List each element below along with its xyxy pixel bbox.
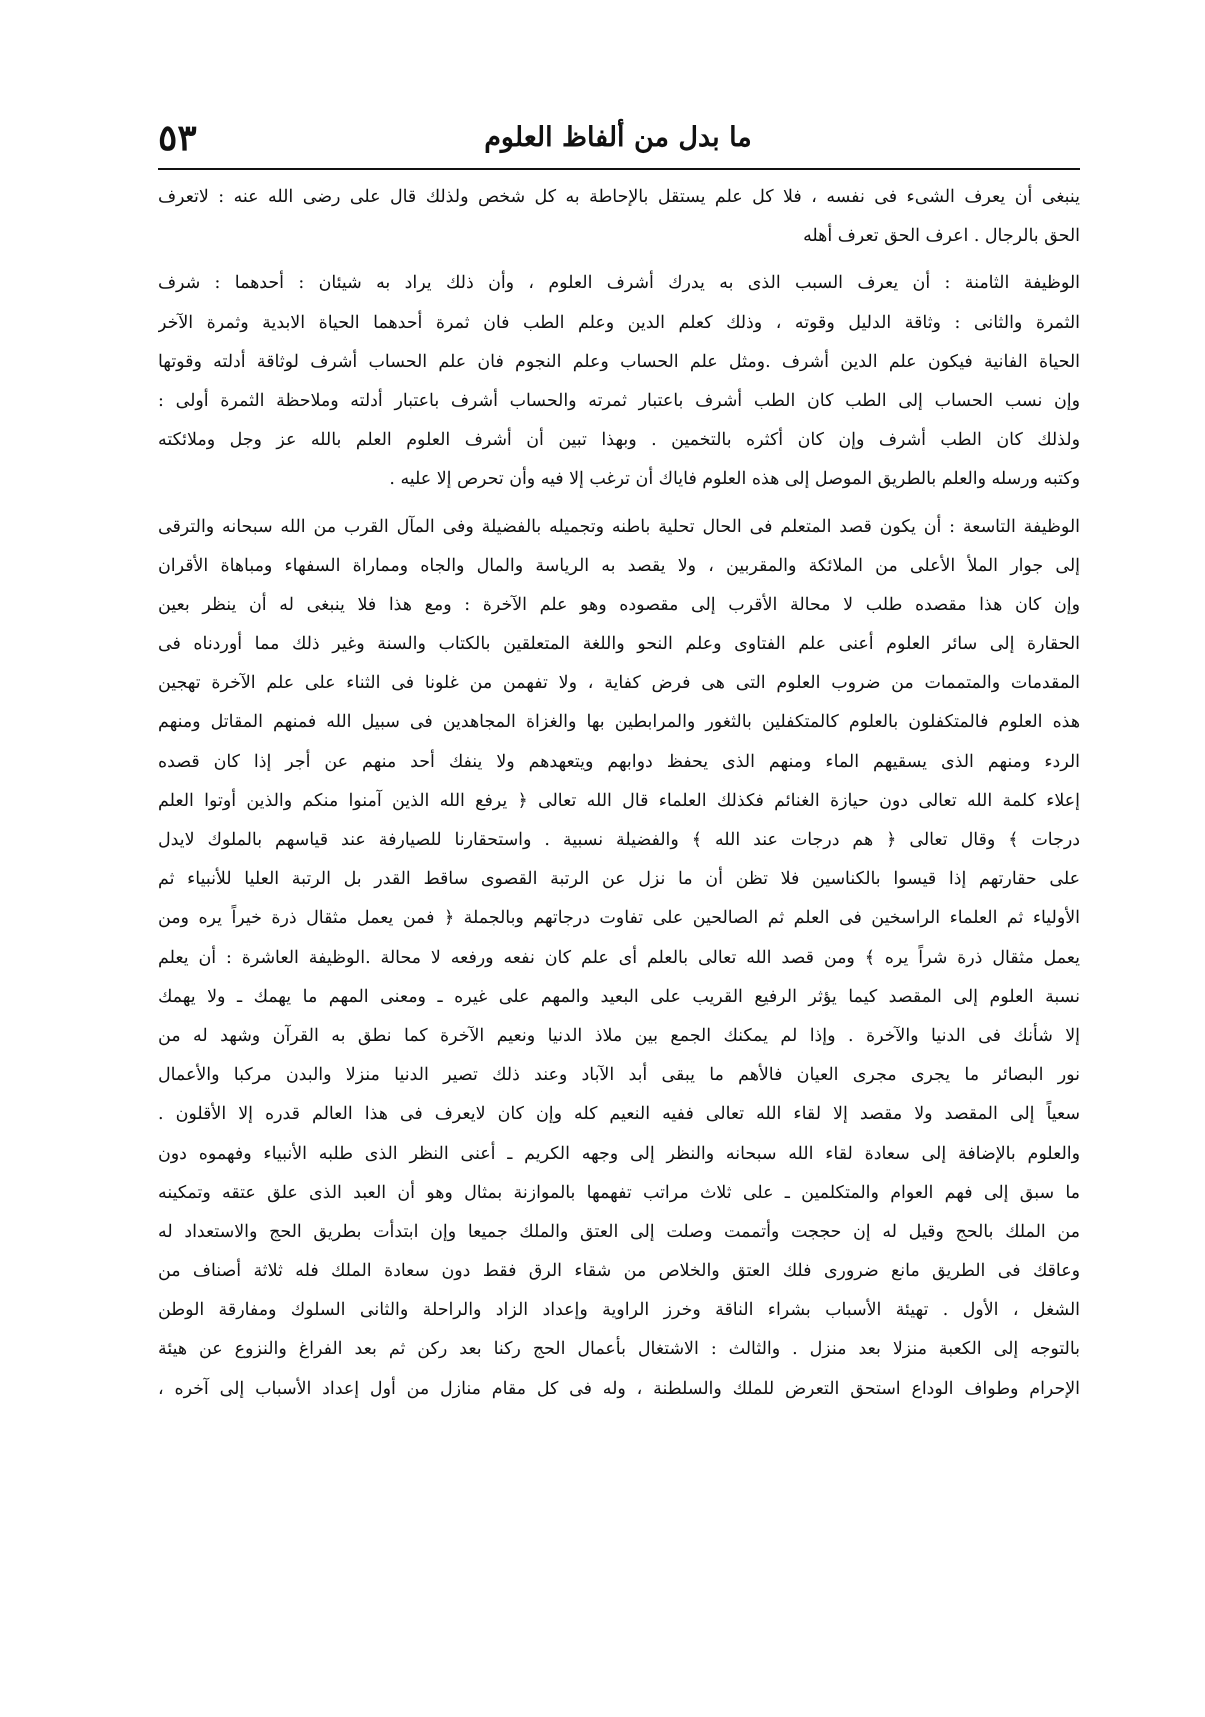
page-number: ٥٣ bbox=[158, 117, 197, 159]
text-line: إلى جوار الملأ الأعلى من الملائكة والمقربين ، ولا يقصد به الرياسة والمال والجاه ومماراة السفهاء ومباهاة الأقران bbox=[158, 555, 1080, 576]
text-line: الحقارة إلى سائر العلوم أعنى علم الفتاوى وعلم النحو واللغة المتعلقين بالكتاب والسنة وغير ذلك مما أوردناه فى bbox=[158, 634, 1080, 655]
text-line bbox=[158, 460, 1080, 499]
text-line: نور البصائر ما يجرى مجرى العيان فالأهم ما يبقى أبد الآباد وعند ذلك تصير الدنيا منزلا والبدن مركبا والأعمال bbox=[158, 1065, 1080, 1086]
text-line: الإحرام وطواف الوداع استحق التعرض للملك والسلطنة ، وله فى كل مقام منازل من أول إعداد الأسباب إلى آخره ، bbox=[158, 1378, 1080, 1399]
text-line: ما سبق إلى فهم العوام والمتكلمين ـ على ثلاث مراتب تفهمها بالموازنة بمثال وهو أن العبد الذى علق عتقه وتمكينه bbox=[158, 1182, 1080, 1203]
text-line: هذه العلوم فالمتكفلون بالعلوم كالمتكفلين بالثغور والمرابطين بها والغزاة المجاهدين فى سبيل الله فمنهم المقاتل ومنهم bbox=[158, 712, 1080, 733]
text-line: وإن نسب الحساب إلى الطب كان الطب أشرف باعتبار ثمرته والحساب أشرف باعتبار أدلته وملاحظة الثمرة أولى : bbox=[158, 390, 1080, 411]
text-line: الوظيفة التاسعة : أن يكون قصد المتعلم فى الحال تحلية باطنه وتجميله بالفضيلة وفى المآل القرب من الله سبحانه والترقى bbox=[158, 516, 1080, 537]
text-line-content: وكتبه ورسله والعلم بالطريق الموصل إلى هذه العلوم فاياك أن ترغب إلا فيه وأن تحرص إلا عليه . bbox=[389, 469, 1080, 490]
header-rule bbox=[158, 168, 1080, 170]
text-line: الردء ومنهم الذى يسقيهم الماء ومنهم الذى يحفظ دوابهم ويتعهدهم ولا ينفك أحد منهم عن أجر إذا كان قصده bbox=[158, 751, 1080, 772]
text-line-content: الحق بالرجال . اعرف الحق تعرف أهله bbox=[803, 226, 1080, 247]
text-line: بالتوجه إلى الكعبة منزلا بعد منزل . والثالث : الاشتغال بأعمال الحج ركنا بعد ركن ثم بعد الفراغ والنزوع عن هيئة bbox=[158, 1339, 1080, 1360]
text-line: ينبغى أن يعرف الشىء فى نفسه ، فلا كل علم يستقل بالإحاطة به كل شخص ولذلك قال على رضى الله عنه : لاتعرف bbox=[158, 187, 1080, 207]
running-title: ما بدل من ألفاظ العلوم bbox=[484, 122, 752, 153]
text-line: من الملك بالحج وقيل له إن حججت وأتممت وصلت إلى العتق والملك جميعا وإن ابتدأت بطريق الحج والاستعداد له bbox=[158, 1221, 1080, 1242]
text-line: الحياة الفانية فيكون علم الدين أشرف .ومثل علم الحساب وعلم النجوم فان علم الحساب أشرف لوثاقة أدلته وقوتها bbox=[158, 351, 1080, 372]
text-line bbox=[158, 217, 1080, 256]
page-header bbox=[158, 118, 1078, 166]
text-line: إعلاء كلمة الله تعالى دون حيازة الغنائم فكذلك العلماء قال الله تعالى ﴿ يرفع الله الذين آمنوا منكم والذين أوتوا العلم bbox=[158, 790, 1080, 811]
text-line: سعياً إلى المقصد ولا مقصد إلا لقاء الله تعالى ففيه النعيم كله وإن كان لايعرف فى هذا العالم قدره إلا الأقلون . bbox=[158, 1104, 1080, 1125]
text-line: الأولياء ثم العلماء الراسخين فى العلم ثم الصالحين على تفاوت درجاتهم وبالجملة ﴿ فمن يعمل مثقال ذرة خيراً يره ومن bbox=[158, 908, 1080, 929]
body-text bbox=[158, 178, 1080, 1409]
text-line: يعمل مثقال ذرة شراً يره ﴾ ومن قصد الله تعالى بالعلم أى علم كان نفعه ورفعه لا محالة .الوظيفة العاشرة : أن يعلم bbox=[158, 947, 1080, 968]
text-line: الشغل ، الأول . تهيئة الأسباب بشراء الناقة وخرز الراوية وإعداد الزاد والراحلة والثانى السلوك ومفارقة الوطن bbox=[158, 1300, 1080, 1321]
text-line: المقدمات والمتممات من ضروب العلوم التى هى فرض كفاية ، ولا تفهمن من غلونا فى الثناء على علم الآخرة تهجين bbox=[158, 673, 1080, 694]
text-line: الثمرة والثانى : وثاقة الدليل وقوته ، وذلك كعلم الدين وعلم الطب فان ثمرة أحدهما الحياة الابدية وثمرة الآخر bbox=[158, 312, 1080, 333]
text-line: والعلوم بالإضافة إلى سعادة لقاء الله سبحانه والنظر إلى وجهه الكريم ـ أعنى النظر الذى طلبه الأنبياء وفهموه دون bbox=[158, 1143, 1080, 1164]
text-line: وإن كان هذا مقصده طلب لا محالة الأقرب إلى مقصوده وهو علم الآخرة : ومع هذا فلا ينبغى له أن ينظر بعين bbox=[158, 594, 1080, 615]
text-line: وعاقك فى الطريق مانع ضرورى فلك العتق والخلاص من شقاء الرق فقط دون سعادة الملك فله ثلاثة أصناف من bbox=[158, 1261, 1080, 1282]
text-line: الوظيفة الثامنة : أن يعرف السبب الذى به يدرك أشرف العلوم ، وأن ذلك يراد به شيئان : أحدهما : شرف bbox=[158, 273, 1080, 294]
text-line: نسبة العلوم إلى المقصد كيما يؤثر الرفيع القريب على البعيد والمهم على غيره ـ ومعنى المهم ما يهمك ـ ولا يهمك bbox=[158, 986, 1080, 1007]
text-line: على حقارتهم إذا قيسوا بالكناسين فلا تظن أن ما نزل عن الرتبة القصوى ساقط القدر بل الرتبة العليا للأنبياء ثم bbox=[158, 869, 1080, 890]
text-line: إلا شأنك فى الدنيا والآخرة . وإذا لم يمكنك الجمع بين ملاذ الدنيا ونعيم الآخرة كما نطق به القرآن وشهد له من bbox=[158, 1025, 1080, 1046]
text-line: درجات ﴾ وقال تعالى ﴿ هم درجات عند الله ﴾ والفضيلة نسبية . واستحقارنا للصيارفة عند قياسهم بالملوك لايدل bbox=[158, 830, 1080, 850]
text-line: ولذلك كان الطب أشرف وإن كان أكثره بالتخمين . وبهذا تبين أن أشرف العلوم العلم بالله عز وجل وملائكته bbox=[158, 430, 1080, 451]
